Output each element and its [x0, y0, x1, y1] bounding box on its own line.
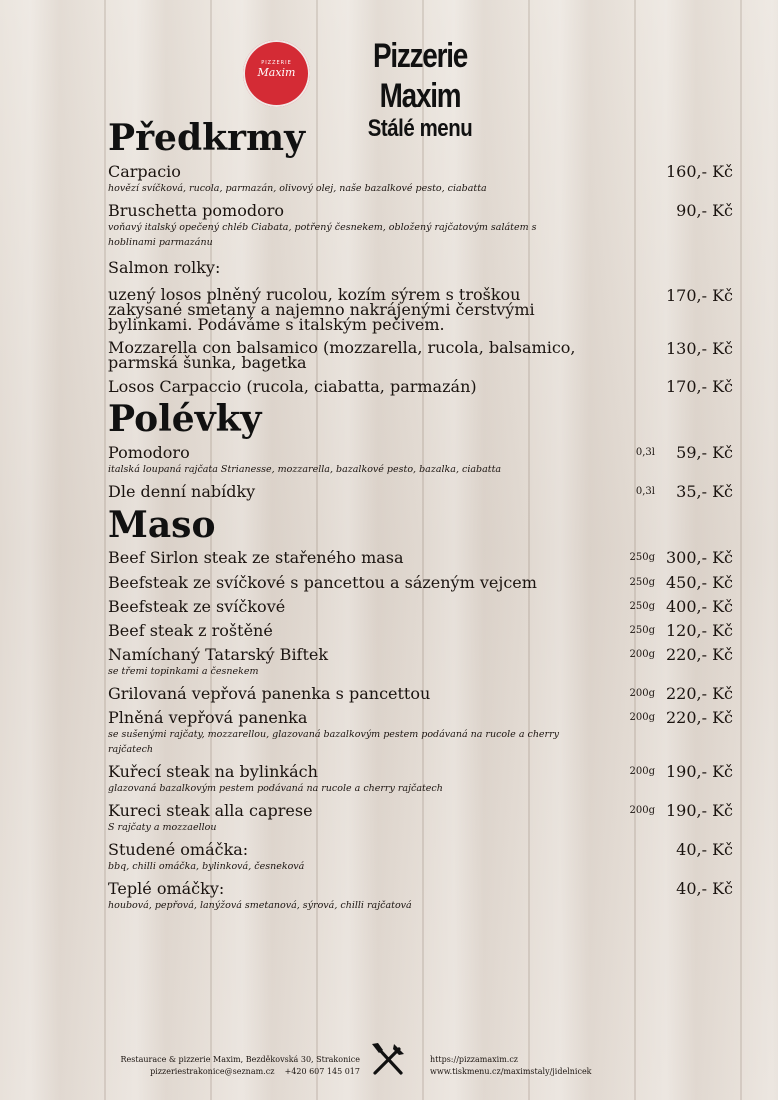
item-name: Beef Sirlon steak ze stařeného masa: [108, 548, 404, 567]
item-portion: 200g: [629, 649, 655, 660]
menu-item: [108, 378, 733, 396]
item-name: Beefsteak ze svíčkové: [108, 597, 286, 616]
menu-item: [108, 163, 733, 196]
menu-item: [108, 259, 733, 277]
item-description: bbq, chilli omáčka, bylinková, česneková: [108, 861, 305, 872]
item-price: 450,- Kč: [665, 573, 733, 592]
footer-contact: [100, 1054, 360, 1078]
footer-address: Restaurace & pizzerie Maxim, Bezděkovská 30, Strakonice: [120, 1055, 360, 1064]
footer-email-phone: pizzeriestrakonice@seznam.cz +420 607 145 017: [150, 1067, 360, 1076]
section-title-polevky: Polévky: [108, 398, 262, 440]
item-name: Losos Carpaccio (rucola, ciabatta, parmazán): [108, 377, 477, 396]
item-price: 90,- Kč: [676, 201, 733, 220]
item-price: 160,- Kč: [665, 162, 733, 181]
menu-item: [108, 802, 733, 835]
item-name: Kuřecí steak na bylinkách: [108, 762, 318, 781]
item-portion: 200g: [629, 712, 655, 723]
item-description: se třemi topinkami a česnekem: [108, 666, 259, 677]
item-name: Mozzarella con balsamico (mozzarella, rucola, balsamico, parmská šunka, bagetka: [108, 338, 576, 372]
item-name: Dle denní nabídky: [108, 482, 256, 501]
item-price: 130,- Kč: [665, 339, 733, 358]
item-name: Namíchaný Tatarský Biftek: [108, 645, 329, 664]
menu-item: [108, 763, 733, 796]
item-price: 59,- Kč: [676, 443, 733, 462]
item-description: se sušenými rajčaty, mozzarellou, glazovaná bazalkovým pestem podávaná na rucole a cherry rajčatech: [108, 729, 560, 755]
item-description: voňavý italský opečený chléb Ciabata, potřený česnekem, obložený rajčatovým salátem s hoblinami parmazánu: [108, 222, 537, 248]
item-price: 35,- Kč: [676, 482, 733, 501]
item-name: Beefsteak ze svíčkové s pancettou a sázeným vejcem: [108, 573, 537, 592]
item-name: Beef steak z roštěné: [108, 621, 273, 640]
section-title-predkrmy: Předkrmy: [108, 117, 306, 159]
pizzeria-logo: [243, 40, 310, 107]
item-price: 190,- Kč: [665, 801, 733, 820]
item-name: Kureci steak alla caprese: [108, 801, 313, 820]
menu-item: [108, 444, 733, 477]
item-price: 400,- Kč: [665, 597, 733, 616]
item-price: 190,- Kč: [665, 762, 733, 781]
item-portion: 0,3l: [635, 447, 655, 458]
item-description: hovězí svíčková, rucola, parmazán, olivový olej, naše bazalkové pesto, ciabatta: [108, 183, 487, 194]
item-description: S rajčaty a mozzaellou: [108, 822, 217, 833]
section-title-maso: Maso: [108, 504, 216, 546]
menu-item: [108, 549, 733, 567]
item-price: 300,- Kč: [665, 548, 733, 567]
item-name: Studené omáčka:: [108, 840, 249, 859]
page-title: Pizzerie Maxim: [373, 37, 467, 115]
item-portion: 200g: [629, 805, 655, 816]
item-portion: 200g: [629, 688, 655, 699]
menu-item: [108, 574, 733, 592]
item-portion: 250g: [629, 577, 655, 588]
item-portion: 250g: [629, 601, 655, 612]
item-description: houbová, pepřová, lanýžová smetanová, sýrová, chilli rajčatová: [108, 900, 412, 911]
item-portion: 0,3l: [635, 486, 655, 497]
menu-item: [108, 483, 733, 501]
menu-item: [108, 880, 733, 913]
menu-item: [108, 287, 733, 332]
menu-item: [108, 646, 733, 679]
item-description: italská loupaná rajčata Strianesse, mozzarella, bazalkové pesto, bazalka, ciabatta: [108, 464, 502, 475]
item-price: 120,- Kč: [665, 621, 733, 640]
menu-item: [108, 709, 733, 757]
menu-item: [108, 340, 733, 370]
item-name: Grilovaná vepřová panenka s pancettou: [108, 684, 431, 703]
item-portion: 200g: [629, 766, 655, 777]
item-price: 170,- Kč: [665, 377, 733, 396]
item-price: 170,- Kč: [665, 286, 733, 305]
item-price: 220,- Kč: [665, 708, 733, 727]
fork-knife-icon: [368, 1040, 408, 1080]
item-description: glazovaná bazalkovým pestem podávaná na rucole a cherry rajčatech: [108, 783, 443, 794]
item-price: 220,- Kč: [665, 684, 733, 703]
item-name: Salmon rolky:: [108, 258, 221, 277]
item-price: 220,- Kč: [665, 645, 733, 664]
item-name: uzený losos plněný rucolou, kozím sýrem s troškou zakysané smetany a najemno nakrájenými čerstvými bylinkami. Podáváme s italským pečivem.: [108, 285, 535, 334]
item-name: Pomodoro: [108, 443, 190, 462]
item-portion: 250g: [629, 552, 655, 563]
page-subtitle: Stálé menu: [367, 115, 473, 142]
footer-website[interactable]: https://pizzamaxim.cz: [430, 1055, 519, 1064]
item-price: 40,- Kč: [676, 840, 733, 859]
item-name: Teplé omáčky:: [108, 879, 225, 898]
item-name: Plněná vepřová panenka: [108, 708, 308, 727]
menu-item: [108, 622, 733, 640]
brand-title-block: [330, 36, 510, 142]
item-name: Carpacio: [108, 162, 181, 181]
item-price: 40,- Kč: [676, 879, 733, 898]
footer-web: [430, 1054, 650, 1078]
menu-item: [108, 685, 733, 703]
item-portion: 250g: [629, 625, 655, 636]
logo-main-text: Maxim: [257, 66, 296, 79]
menu-item: [108, 598, 733, 616]
footer-menu-link[interactable]: www.tiskmenu.cz/maximstaly/jidelnicek: [430, 1067, 592, 1076]
logo-small-text: PIZZERIE: [261, 60, 292, 66]
menu-item: [108, 841, 733, 874]
menu-item: [108, 202, 733, 250]
item-name: Bruschetta pomodoro: [108, 201, 284, 220]
